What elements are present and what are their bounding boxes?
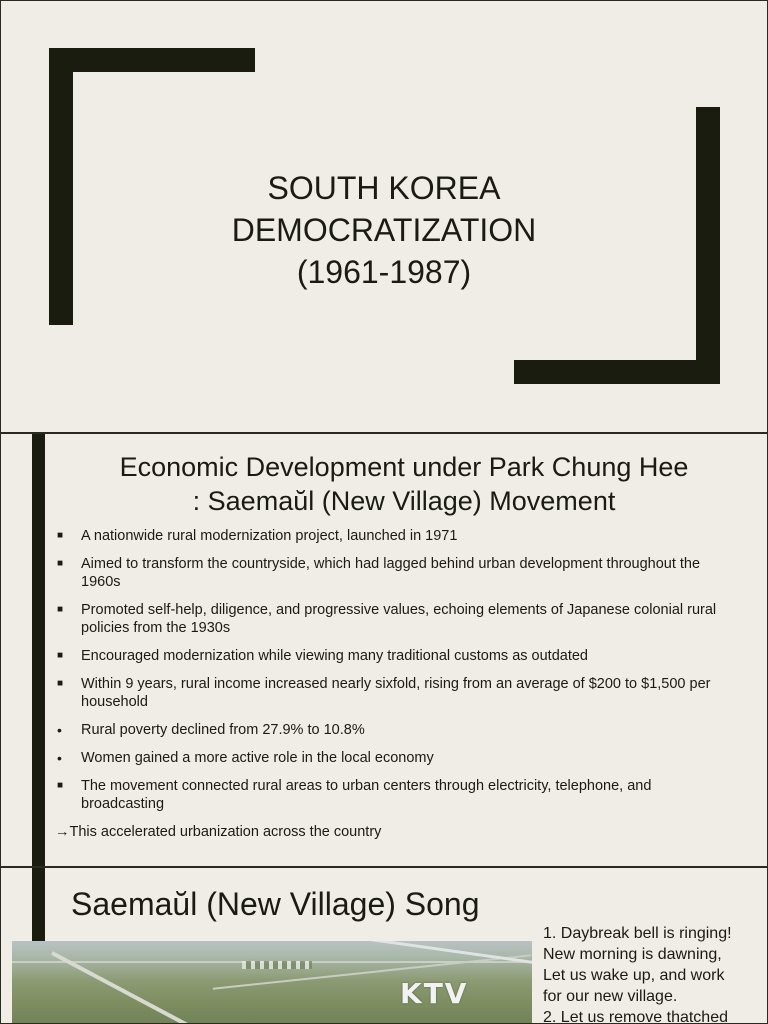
bullet-text: Within 9 years, rural income increased nearly sixfold, rising from an average of $200 to $1,500 per household	[81, 676, 711, 710]
lyric-line: 2. Let us remove thatched	[543, 1009, 728, 1024]
square-bullet-icon: ■	[57, 650, 64, 661]
list-item	[57, 527, 737, 545]
lyric-line: for our new village.	[543, 988, 678, 1005]
lyric-line: New morning is dawning,	[543, 946, 722, 963]
corner-bracket-top-left-horizontal	[49, 48, 255, 72]
dot-bullet-icon: •	[57, 750, 62, 766]
list-item	[57, 675, 737, 711]
village-houses	[242, 961, 312, 969]
title-line: DEMOCRATIZATION	[231, 212, 537, 248]
square-bullet-icon: ■	[57, 678, 64, 689]
dot-bullet-icon: •	[57, 722, 62, 738]
lyric-line: 1. Daybreak bell is ringing!	[543, 925, 732, 942]
list-item	[57, 647, 737, 665]
list-item	[57, 555, 737, 591]
bullet-list	[57, 527, 737, 851]
bullet-text: Encouraged modernization while viewing many traditional customs as outdated	[81, 648, 588, 664]
lyric-line: Let us wake up, and work	[543, 967, 725, 984]
ktv-watermark: KTV	[400, 977, 469, 1010]
accent-bar	[32, 434, 45, 866]
slide-title	[61, 450, 747, 518]
bullet-text: Rural poverty declined from 27.9% to 10.8%	[81, 722, 365, 738]
song-lyrics	[543, 923, 768, 1024]
bullet-text: Women gained a more active role in the local economy	[81, 750, 434, 766]
square-bullet-icon: ■	[57, 558, 64, 569]
list-item	[57, 749, 737, 767]
title-line: : Saemaŭl (New Village) Movement	[192, 486, 616, 516]
song-slide	[0, 867, 768, 1024]
bullet-text: Promoted self-help, diligence, and progressive values, echoing elements of Japanese colonial rural policies from the 1930s	[81, 602, 717, 636]
slide-title	[1, 167, 767, 293]
slide-title: Saemaŭl (New Village) Song	[71, 886, 480, 922]
square-bullet-icon: ■	[57, 604, 64, 615]
conclusion-line: →This accelerated urbanization across the country	[55, 824, 382, 840]
square-bullet-icon: ■	[57, 780, 64, 791]
bullet-text: The movement connected rural areas to urban centers through electricity, telephone, and broadcasting	[81, 778, 652, 812]
bullet-text: A nationwide rural modernization project, launched in 1971	[81, 528, 458, 544]
title-line: SOUTH KOREA	[267, 170, 501, 206]
list-item	[57, 777, 737, 813]
content-slide	[0, 433, 768, 867]
square-bullet-icon: ■	[57, 530, 64, 541]
list-item	[57, 721, 737, 739]
road-line	[213, 954, 531, 989]
video-frame[interactable]	[12, 941, 532, 1024]
title-slide	[0, 0, 768, 433]
bullet-text: Aimed to transform the countryside, which had lagged behind urban development throughout the 1960s	[81, 556, 701, 590]
list-item	[57, 601, 737, 637]
title-line: Economic Development under Park Chung Hee	[119, 452, 689, 482]
title-line: (1961-1987)	[296, 254, 472, 290]
corner-bracket-bottom-right-horizontal	[514, 360, 720, 384]
